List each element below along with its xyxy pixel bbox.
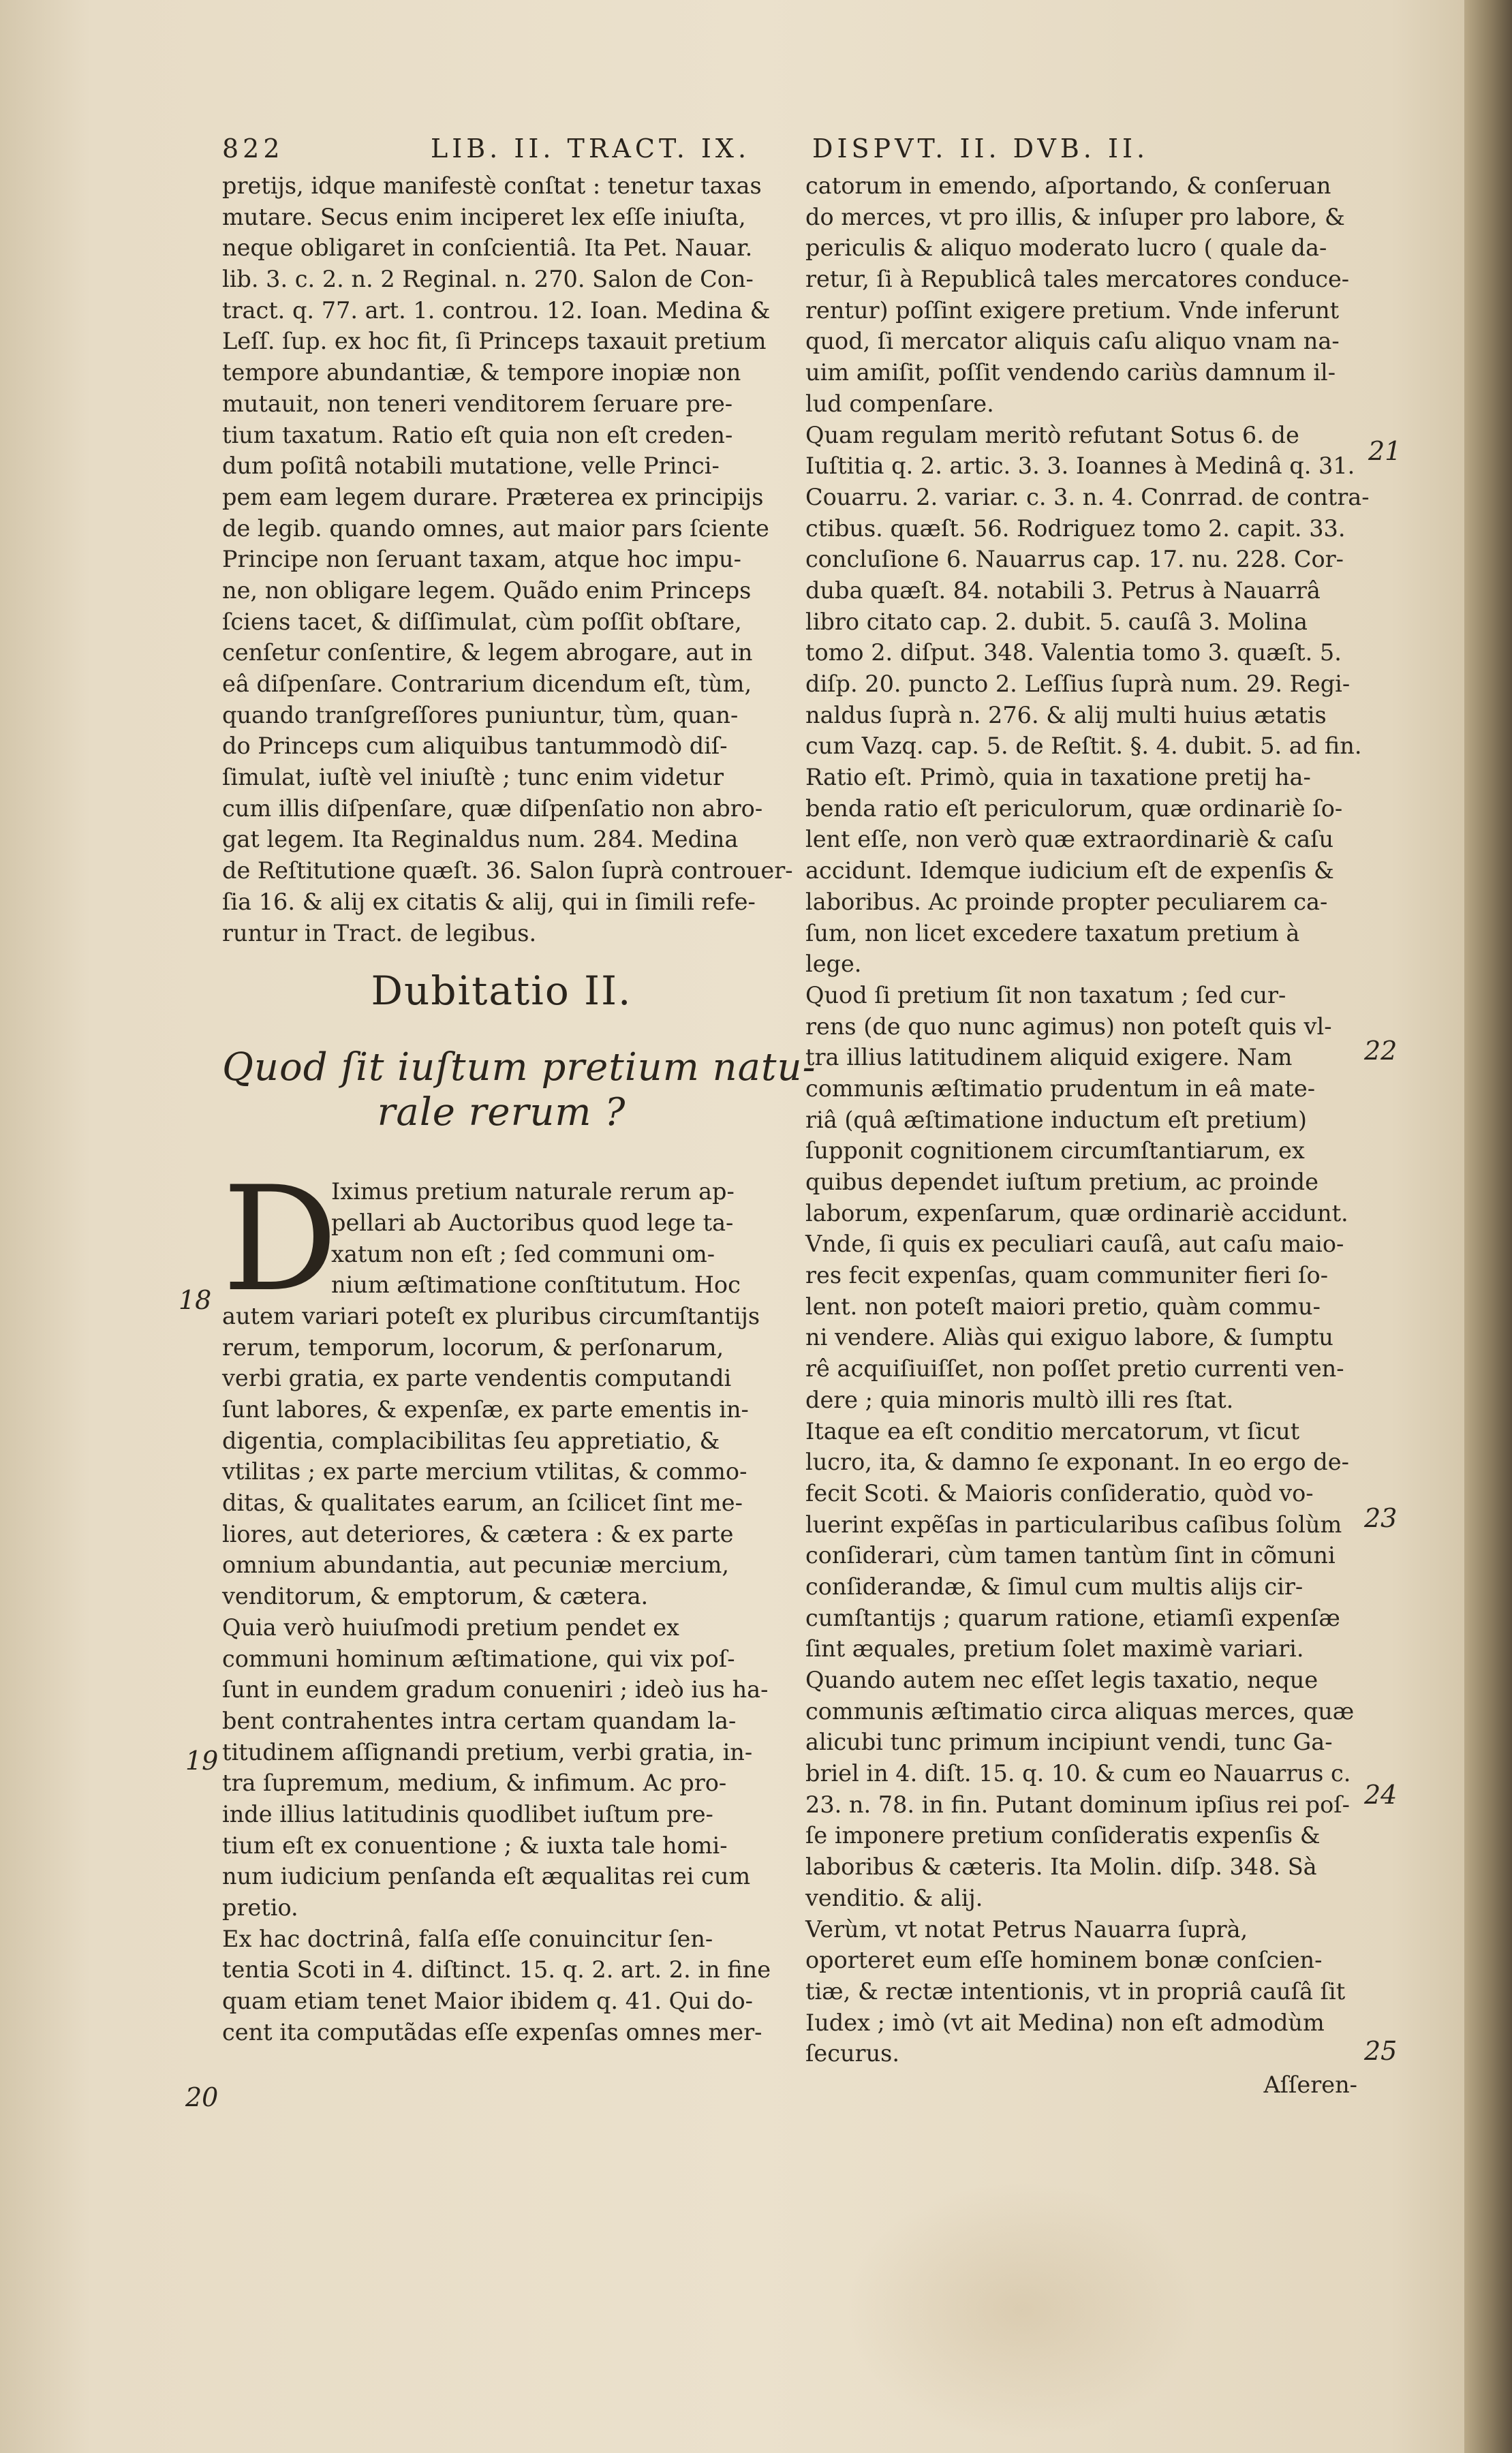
right-column-line: Couarru. 2. variar. c. 3. n. 4. Conrrad. de contra- [805, 483, 1370, 510]
left-top-line: runtur in Tract. de legibus. [222, 919, 537, 946]
left-top-line: tempore abundantiæ, & tempore inopiæ non [222, 359, 741, 386]
para20-line: cent ita computãdas eſſe expenſas omnes mer- [222, 2018, 762, 2046]
left-top-paragraph [222, 170, 793, 948]
right-column-line: naldus ſuprà n. 276. & alij multi huius ætatis [805, 701, 1327, 728]
question-title-line-2: rale rerum ? [377, 1090, 626, 1135]
right-column-line: ctibus. quæſt. 56. Rodriguez tomo 2. capit. 33. [805, 514, 1346, 542]
left-top-line: lib. 3. c. 2. n. 2 Reginal. n. 270. Salon de Con- [222, 266, 754, 293]
left-top-line: do Princeps cum aliquibus tantummodò diſ- [222, 732, 728, 760]
right-column-line: 23. n. 78. in fin. Putant dominum ipſius rei poſ- [805, 1791, 1350, 1818]
right-column-line: dere ; quia minoris multò illi res ſtat. [805, 1386, 1234, 1413]
para18-line: liores, aut deteriores, & cætera : & ex parte [222, 1520, 734, 1547]
right-column-line: conſiderandæ, & ſimul cum multis alijs cir- [805, 1573, 1303, 1600]
right-column-line: fecit Scoti. & Maioris conſideratio, quòd vo- [805, 1479, 1314, 1507]
para18-line: digentia, complacibilitas ſeu appretiatio, & [222, 1427, 720, 1454]
right-column-line: ſint æquales, pretium ſolet maximè variari. [805, 1635, 1304, 1663]
right-column-line: conſiderari, cùm tamen tantùm ſint in cõmuni [805, 1542, 1336, 1569]
left-top-line: quando tranſgreſſores puniuntur, tùm, quan- [222, 701, 739, 728]
left-top-line: ſia 16. & alij ex citatis & alij, qui in ſimili refe- [222, 888, 756, 915]
para19-line: communi hominum æſtimatione, qui vix poſ- [222, 1645, 735, 1672]
right-column-line: riâ (quâ æſtimatione inductum eſt pretium) [805, 1106, 1307, 1133]
left-top-line: tract. q. 77. art. 1. controu. 12. Ioan. Medina & [222, 296, 771, 324]
right-column-line: lucro, ita, & damno ſe exponant. In eo ergo de- [805, 1449, 1349, 1476]
left-top-line: de legib. quando omnes, aut maior pars ſciente [222, 514, 769, 542]
para20-line: quam etiam tenet Maior ibidem q. 41. Qui do- [222, 1988, 753, 2015]
left-column [222, 170, 816, 2048]
catchword: Aſſeren- [1263, 2071, 1357, 2098]
right-column-line: rens (de quo nunc agimus) non poteſt quis vl- [805, 1013, 1332, 1040]
right-column-line: Itaque ea eſt conditio mercatorum, vt ſicut [805, 1417, 1300, 1445]
right-column-line: oporteret eum eſſe hominem bonæ conſcien- [805, 1947, 1323, 1974]
running-head-right: DISPVT. II. DVB. II. [812, 134, 1150, 164]
book-spine [1464, 0, 1512, 2453]
right-column-line: lent. non poteſt maiori pretio, quàm commu- [805, 1293, 1321, 1320]
margin-number-19: 19 [185, 1746, 219, 1776]
left-top-line: Leſſ. ſup. ex hoc fit, ſi Princeps taxauit pretium [222, 328, 767, 355]
para18-indented-line: pellari ab Auctoribus quod lege ta- [331, 1209, 734, 1236]
right-column-line: laboribus. Ac proinde propter peculiarem ca- [805, 888, 1328, 915]
dubitatio-heading: Dubitatio II. [371, 968, 632, 1015]
right-column-line: res fecit expenſas, quam communiter fieri ſo- [805, 1262, 1329, 1289]
paragraph-18 [222, 1155, 781, 1612]
margin-number-23: 23 [1364, 1503, 1398, 1533]
right-column-line: do merces, vt pro illis, & inſuper pro labore, & [805, 203, 1345, 230]
right-column-line: ſecurus. [805, 2040, 899, 2067]
left-top-line: mutauit, non teneri venditorem ſeruare pre- [222, 390, 733, 417]
page-number: 822 [222, 134, 284, 164]
right-column-line: duba quæſt. 84. notabili 3. Petrus à Nauarrâ [805, 576, 1321, 604]
margin-number-22: 22 [1364, 1036, 1398, 1066]
right-column-line: lege. [805, 951, 862, 978]
right-column-line: lud compenſare. [805, 390, 994, 417]
paragraph-20 [222, 1924, 781, 2048]
right-column [805, 170, 1371, 2101]
para18-line: vtilitas ; ex parte mercium vtilitas, & commo- [222, 1458, 747, 1485]
left-top-line: pretijs, idque manifestè conſtat : tenetur taxas [222, 172, 762, 199]
para20-line: tentia Scoti in 4. diſtinct. 15. q. 2. art. 2. in fine [222, 1956, 771, 1984]
right-column-line: lent eſſe, non verò quæ extraordinariè & caſu [805, 826, 1334, 853]
para19-line: ſunt in eundem gradum conueniri ; ideò ius ha- [222, 1676, 769, 1703]
right-column-line: ſum, non licet excedere taxatum pretium à [805, 919, 1300, 946]
para19-line: num iudicium penſanda eſt æqualitas rei cum [222, 1863, 751, 1890]
para19-line: pretio. [222, 1894, 298, 1921]
right-column-line: rentur) poſſint exigere pretium. Vnde inferunt [805, 296, 1340, 324]
right-column-line: cumſtantijs ; quarum ratione, etiamſi expenſæ [805, 1604, 1340, 1631]
left-top-line: ſimulat, iuſtè vel iniuſtè ; tunc enim videtur [222, 764, 724, 791]
right-column-line: Vnde, ſi quis ex peculiari cauſâ, aut caſu maio- [805, 1231, 1344, 1258]
left-top-line: ſciens tacet, & diſſimulat, cùm poſſit obſtare, [222, 608, 742, 635]
right-column-line: laborum, expenſarum, quæ ordinariè accidunt. [805, 1199, 1348, 1226]
right-column-line: Verùm, vt notat Petrus Nauarra ſuprà, [805, 1915, 1248, 1943]
left-top-line: de Reſtitutione quæſt. 36. Salon ſuprà controuer- [222, 857, 793, 884]
para19-line: inde illius latitudinis quodlibet iuſtum pre- [222, 1800, 713, 1827]
margin-number-24: 24 [1364, 1780, 1398, 1810]
right-column-line: periculis & aliquo moderato lucro ( quale da- [805, 234, 1327, 262]
para20-line: Ex hac doctrinâ, falſa eſſe conuincitur ſen- [222, 1925, 713, 1952]
right-column-line: communis æſtimatio circa aliquas merces, quæ [805, 1697, 1355, 1725]
right-column-line: tiæ, & rectæ intentionis, vt in propriâ cauſâ ſit [805, 1977, 1346, 2005]
right-column-line: briel in 4. diſt. 15. q. 10. & cum eo Nauarrus c. [805, 1760, 1351, 1787]
right-column-line: Quod ſi pretium ſit non taxatum ; ſed cur- [805, 981, 1286, 1008]
left-top-line: mutare. Secus enim inciperet lex eſſe iniuſta, [222, 203, 746, 230]
left-top-line: neque obligaret in conſcientiâ. Ita Pet. Nauar. [222, 234, 753, 262]
right-column-line: accidunt. Idemque iudicium eſt de expenſis & [805, 857, 1334, 884]
right-column-line: Ratio eſt. Primò, quia in taxatione pretij ha- [805, 764, 1311, 791]
para19-line: Quia verò huiuſmodi pretium pendet ex [222, 1614, 679, 1641]
right-column-line: venditio. & alij. [805, 1884, 983, 1911]
margin-number-20: 20 [185, 2082, 219, 2112]
para18-line: verbi gratia, ex parte vendentis computandi [222, 1365, 732, 1392]
right-column-line: catorum in emendo, aſportando, & conſeruan [805, 172, 1331, 199]
margin-number-18: 18 [179, 1285, 212, 1315]
paragraph-19 [222, 1612, 781, 1924]
right-column-line: Iudex ; imò (vt ait Medina) non eſt admodùm [805, 2009, 1325, 2036]
right-column-line: cum Vazq. cap. 5. de Reſtit. §. 4. dubit. 5. ad fin. [805, 732, 1362, 760]
right-column-line: quod, ſi mercator aliquis caſu aliquo vnam na- [805, 328, 1340, 355]
para18-line: ſunt labores, & expenſæ, ex parte ementis in- [222, 1396, 749, 1423]
margin-number-25: 25 [1364, 2036, 1398, 2066]
right-column-line: tra illius latitudinem aliquid exigere. Nam [805, 1044, 1293, 1071]
para18-indented-line: Iximus pretium naturale rerum ap- [331, 1178, 735, 1205]
question-title-line-1: Quod ſit iuſtum pretium natu- [222, 1045, 816, 1090]
right-column-line: rê acquiſiuiſſet, non poſſet pretio currenti ven- [805, 1355, 1344, 1383]
right-column-line: laboribus & cæteris. Ita Molin. diſp. 348. Sà [805, 1853, 1317, 1881]
right-column-line: uim amiſit, poſſit vendendo cariùs damnum il- [805, 359, 1336, 386]
right-column-line: diſp. 20. puncto 2. Leſſius ſuprà num. 29. Regi- [805, 670, 1351, 697]
running-head-left: LIB. II. TRACT. IX. [431, 134, 751, 164]
left-top-line: dum poſitâ notabili mutatione, velle Princi- [222, 452, 720, 480]
right-column-line: retur, ſi à Republicâ tales mercatores conduce- [805, 266, 1350, 293]
right-column-line: Quam regulam meritò refutant Sotus 6. de [805, 421, 1299, 448]
right-column-line: alicubi tunc primum incipiunt vendi, tunc Ga- [805, 1729, 1333, 1756]
para19-line: tium eſt ex conuentione ; & iuxta tale homi- [222, 1832, 728, 1859]
para18-line: venditorum, & emptorum, & cætera. [222, 1583, 649, 1610]
right-column-line: Quando autem nec eſſet legis taxatio, neque [805, 1667, 1318, 1693]
left-top-line: Principe non ſeruant taxam, atque hoc impu- [222, 546, 741, 573]
right-column-line: benda ratio eſt periculorum, quæ ordinariè ſo- [805, 794, 1343, 822]
right-column-line: communis æſtimatio prudentum in eâ mate- [805, 1075, 1316, 1102]
right-column-line: Iuſtitia q. 2. artic. 3. 3. Ioannes à Medinâ q. 31. [805, 452, 1355, 480]
right-column-line: concluſione 6. Nauarrus cap. 17. nu. 228. Cor- [805, 546, 1344, 573]
para18-line: rerum, temporum, locorum, & perſonarum, [222, 1333, 724, 1361]
left-top-line: gat legem. Ita Reginaldus num. 284. Medina [222, 826, 739, 853]
left-top-line: ne, non obligare legem. Quãdo enim Princeps [222, 576, 752, 604]
para19-line: titudinem aſſignandi pretium, verbi gratia, in- [222, 1738, 753, 1765]
drop-cap: D [222, 1155, 338, 1324]
right-column-line: ſupponit cognitionem circumſtantiarum, ex [805, 1137, 1305, 1164]
para18-indented-line: nium æſtimatione conſtitutum. Hoc [331, 1271, 741, 1299]
right-column-line: quibus dependet iuſtum pretium, ac proinde [805, 1169, 1318, 1195]
left-top-line: eâ diſpenſare. Contrarium dicendum eſt, tùm, [222, 670, 752, 697]
paper-stain [845, 2180, 1199, 2439]
para18-line: ditas, & qualitates earum, an ſcilicet ſint me- [222, 1490, 743, 1517]
left-top-line: cum illis diſpenſare, quæ diſpenſatio non abro- [222, 794, 763, 822]
para19-line: bent contrahentes intra certam quandam la- [222, 1707, 737, 1734]
right-column-line: tomo 2. diſput. 348. Valentia tomo 3. quæſt. 5. [805, 639, 1342, 666]
para18-line: autem variari poteſt ex pluribus circumſtantijs [222, 1302, 760, 1329]
right-column-line: libro citato cap. 2. dubit. 5. cauſâ 3. Molina [805, 608, 1308, 635]
para19-line: tra ſupremum, medium, & infimum. Ac pro- [222, 1770, 727, 1797]
right-column-line: ni vendere. Aliàs qui exiguo labore, & ſumptu [805, 1324, 1333, 1351]
para18-indented-line: xatum non eſt ; ſed communi om- [331, 1240, 715, 1267]
margin-number-21: 21 [1368, 436, 1402, 466]
right-column-line: ſe imponere pretium conſideratis expenſis & [805, 1822, 1321, 1849]
para18-line: omnium abundantia, aut pecuniæ mercium, [222, 1552, 729, 1579]
left-top-line: cenſetur conſentire, & legem abrogare, aut in [222, 639, 753, 666]
left-top-line: tium taxatum. Ratio eſt quia non eſt creden- [222, 421, 733, 448]
right-column-line: luerint expẽſas in particularibus caſibus ſolùm [805, 1511, 1342, 1538]
left-top-line: pem eam legem durare. Præterea ex principijs [222, 483, 764, 510]
